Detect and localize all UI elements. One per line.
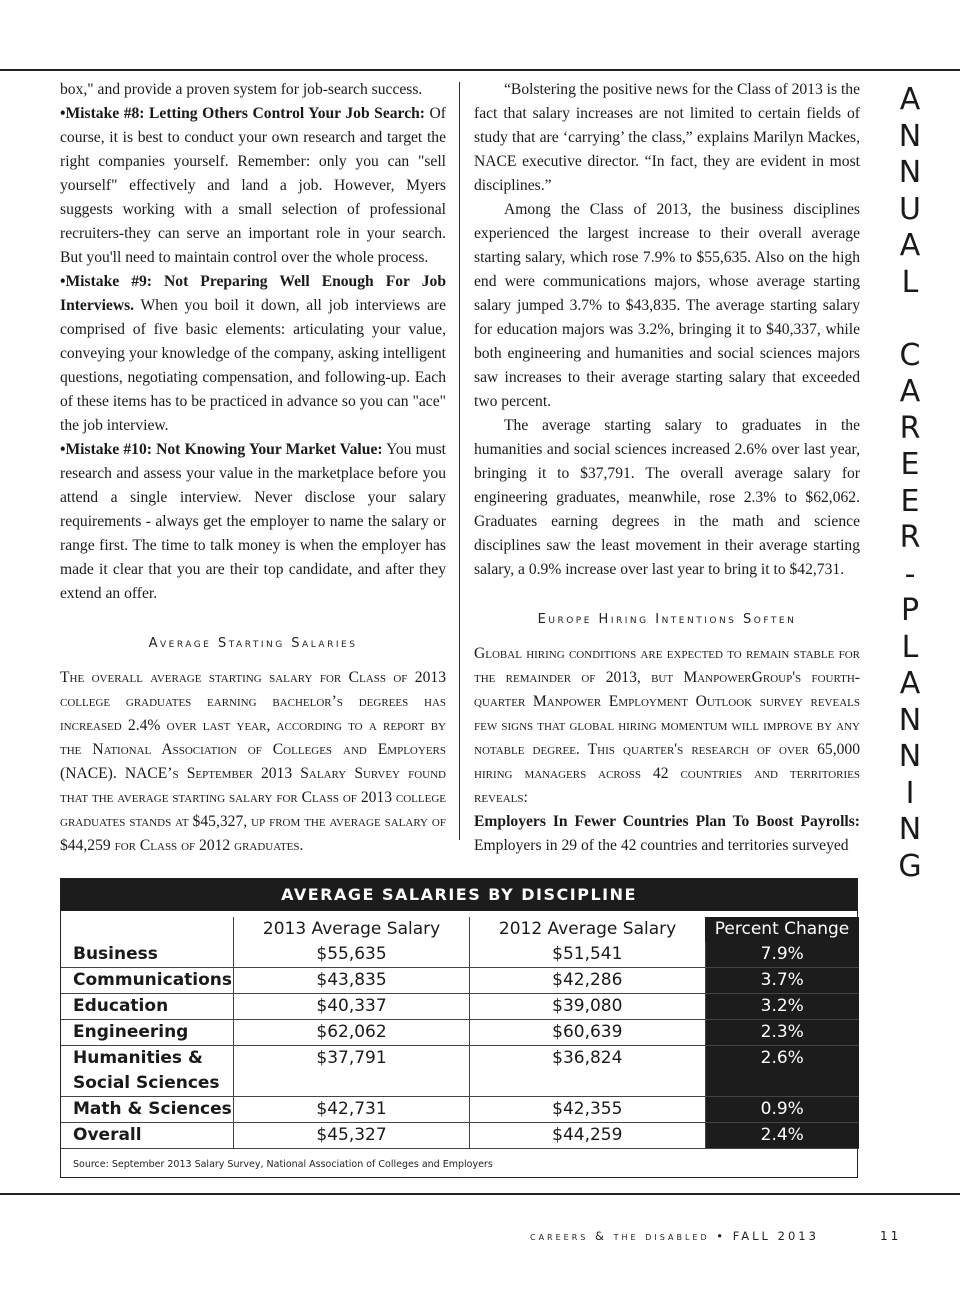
side-letter: L [901, 264, 919, 300]
percent-change: 3.2% [705, 994, 859, 1020]
paragraph [474, 810, 860, 858]
header-2012: 2012 Average Salary [470, 917, 705, 942]
table-row [61, 1123, 859, 1149]
table-row [61, 942, 859, 968]
empty-cell [705, 1071, 859, 1097]
side-letter: E [900, 447, 920, 482]
percent-change: 2.4% [705, 1123, 859, 1149]
salary-2012: $39,080 [470, 994, 705, 1020]
salary-2012: $36,824 [470, 1046, 705, 1072]
salary-2013: $42,731 [234, 1097, 470, 1123]
salary-2012: $42,355 [470, 1097, 705, 1123]
side-letter: A [899, 666, 921, 701]
section-heading: Europe Hiring Intentions Soften [537, 612, 797, 627]
side-letter: A [899, 82, 921, 117]
salary-2013: $62,062 [234, 1020, 470, 1046]
mistake-9 [60, 270, 446, 438]
mistake-text: You must research and assess your value in the marketplace before you attend a single interview. Never disclose your salary requirements - always get the employer to name the salary or range first. The time to talk money is when the employer has made it clear that you are their top candidate, and after they extend an offer. [60, 441, 446, 602]
side-letter: I [905, 775, 915, 811]
salary-table [61, 917, 859, 1149]
table-row [61, 968, 859, 994]
small-caps-paragraph: The overall average starting salary for Class of 2013 college graduates earning bachelor’s degrees has increased 2.4% over last year, according to a report by the National Association of Colleges and Employers (NACE). NACE’s September 2013 Salary Survey found that the average starting salary for Class of 2013 college graduates stands at $45,327, up from the average salary of $44,259 for Class of 2012 graduates. [60, 669, 447, 854]
percent-change: 0.9% [705, 1097, 859, 1123]
table-header-row [61, 917, 859, 942]
side-letter: E [900, 483, 920, 519]
side-letter: - [904, 556, 916, 592]
side-letter: R [899, 520, 921, 555]
discipline-line2: Social Sciences [61, 1071, 234, 1097]
paragraph-text: Employers in 29 of the 42 countries and territories surveyed [474, 837, 849, 854]
header-percent-change: Percent Change [705, 917, 859, 942]
bottom-rule [0, 1193, 960, 1195]
discipline: Overall [61, 1123, 234, 1149]
empty-cell [234, 1071, 470, 1097]
side-letter: L [901, 629, 919, 665]
mistake-title: •Mistake #9: Not Preparing Well Enough For Job Interviews. [60, 273, 446, 314]
side-letter: N [898, 739, 922, 774]
mistake-title: •Mistake #8: Letting Others Control Your Job Search: [60, 105, 425, 122]
salary-2012: $60,639 [470, 1020, 705, 1046]
side-letter: G [898, 848, 922, 884]
salary-table-box [60, 878, 858, 1178]
right-column [474, 78, 860, 858]
left-column [60, 78, 446, 858]
mistake-title: •Mistake #10: Not Knowing Your Market Value: [60, 441, 383, 458]
side-title [890, 82, 930, 885]
table-row [61, 1046, 859, 1072]
paragraph: “Bolstering the positive news for the Class of 2013 is the fact that salary increases are not limited to certain fields of study that are ‘carrying’ the class,” explains Marilyn Mackes, NACE executive director. “In fact, they are evident in most disciplines.” [474, 81, 861, 194]
table-row [61, 1020, 859, 1046]
section-heading: Average Starting Salaries [148, 636, 358, 651]
discipline: Communications [61, 968, 234, 994]
header-2013: 2013 Average Salary [234, 917, 470, 942]
salary-2013: $45,327 [234, 1123, 470, 1149]
table-source: Source: September 2013 Salary Survey, National Association of Colleges and Employers [73, 1159, 493, 1170]
side-letter [890, 301, 930, 338]
small-caps-paragraph: Global hiring conditions are expected to remain stable for the remainder of 2013, but ManpowerGroup's fourth-quarter Manpower Employment Outlook survey reveals few signs that global hiring momentum will improve by any notable degree. This quarter's research of over 65,000 hiring managers across 42 countries and territories reveals: [474, 645, 860, 806]
table-row-continued [61, 1071, 859, 1097]
mistake-8 [60, 102, 446, 270]
side-letter: C [899, 337, 921, 373]
salary-2013: $40,337 [234, 994, 470, 1020]
percent-change: 2.3% [705, 1020, 859, 1046]
discipline: Humanities & [73, 1048, 203, 1068]
paragraph: The average starting salary to graduates in the humanities and social sciences increased 2.6% over last year, bringing it to $37,791. The overall average salary for engineering graduates, meanwhile, rose 2.3% to $62,062. Graduates earning degrees in the math and science disciplines saw the least movement in their average starting salary, a 0.9% increase over last year to bring it to $42,731. [474, 417, 860, 578]
side-letter: N [898, 155, 922, 190]
side-letter: R [899, 410, 921, 446]
table-row [61, 994, 859, 1020]
footer-text: careers & the disabled • FALL 2013 [530, 1229, 819, 1243]
side-letter: U [899, 191, 921, 227]
side-letter: N [898, 812, 922, 847]
salary-2013: $43,835 [234, 968, 470, 994]
percent-change: 3.7% [705, 968, 859, 994]
paragraph: Among the Class of 2013, the business disciplines experienced the largest increase to their overall average starting salary, which rose 7.9% to $55,635. Also on the high end were communications majors, whose average starting salary jumped 3.7% to $43,835. The average starting salary for education majors was 3.2%, bringing it to $40,337, while both engineering and humanities and social sciences majors saw increases to their average starting salary that exceeded two percent. [474, 201, 860, 410]
salary-2012: $51,541 [470, 942, 705, 968]
discipline: Engineering [61, 1020, 234, 1046]
paragraph: box," and provide a proven system for job-search success. [60, 81, 423, 98]
header-blank [61, 917, 234, 942]
column-divider [459, 82, 460, 840]
mistake-10 [60, 438, 446, 606]
mistake-text: When you boil it down, all job interviews are comprised of five basic elements: articulating your value, conveying your knowledge of the company, asking intelligent questions, negotiating compensation, and following-up. Each of these items has to be practiced in advance so you can "ace" the job interview. [60, 297, 446, 434]
table-row [61, 1097, 859, 1123]
table-title: AVERAGE SALARIES BY DISCIPLINE [61, 879, 857, 911]
side-letter: P [900, 593, 920, 628]
percent-change: 2.6% [705, 1046, 859, 1072]
mistake-text: Of course, it is best to conduct your own research and target the right companies yourself. Remember: only you can "sell yourself" effectively and land a job. However, Myers suggests working with a small selection of professional recruiters-they can serve an important role in your search. But you'll need to maintain control over the whole process. [60, 105, 446, 266]
percent-change: 7.9% [705, 942, 859, 968]
salary-2012: $42,286 [470, 968, 705, 994]
discipline: Education [61, 994, 234, 1020]
salary-2012: $44,259 [470, 1123, 705, 1149]
page-number: 11 [880, 1229, 902, 1243]
side-letter: A [899, 374, 921, 409]
salary-2013: $55,635 [234, 942, 470, 968]
discipline: Math & Sciences [61, 1097, 234, 1123]
salary-2013: $37,791 [234, 1046, 470, 1072]
discipline: Business [61, 942, 234, 968]
empty-cell [470, 1071, 705, 1097]
top-rule [0, 69, 960, 71]
side-letter: N [898, 702, 922, 738]
side-letter: A [899, 228, 921, 263]
side-letter: N [898, 118, 922, 154]
bold-lead: Employers In Fewer Countries Plan To Boost Payrolls: [474, 813, 860, 830]
